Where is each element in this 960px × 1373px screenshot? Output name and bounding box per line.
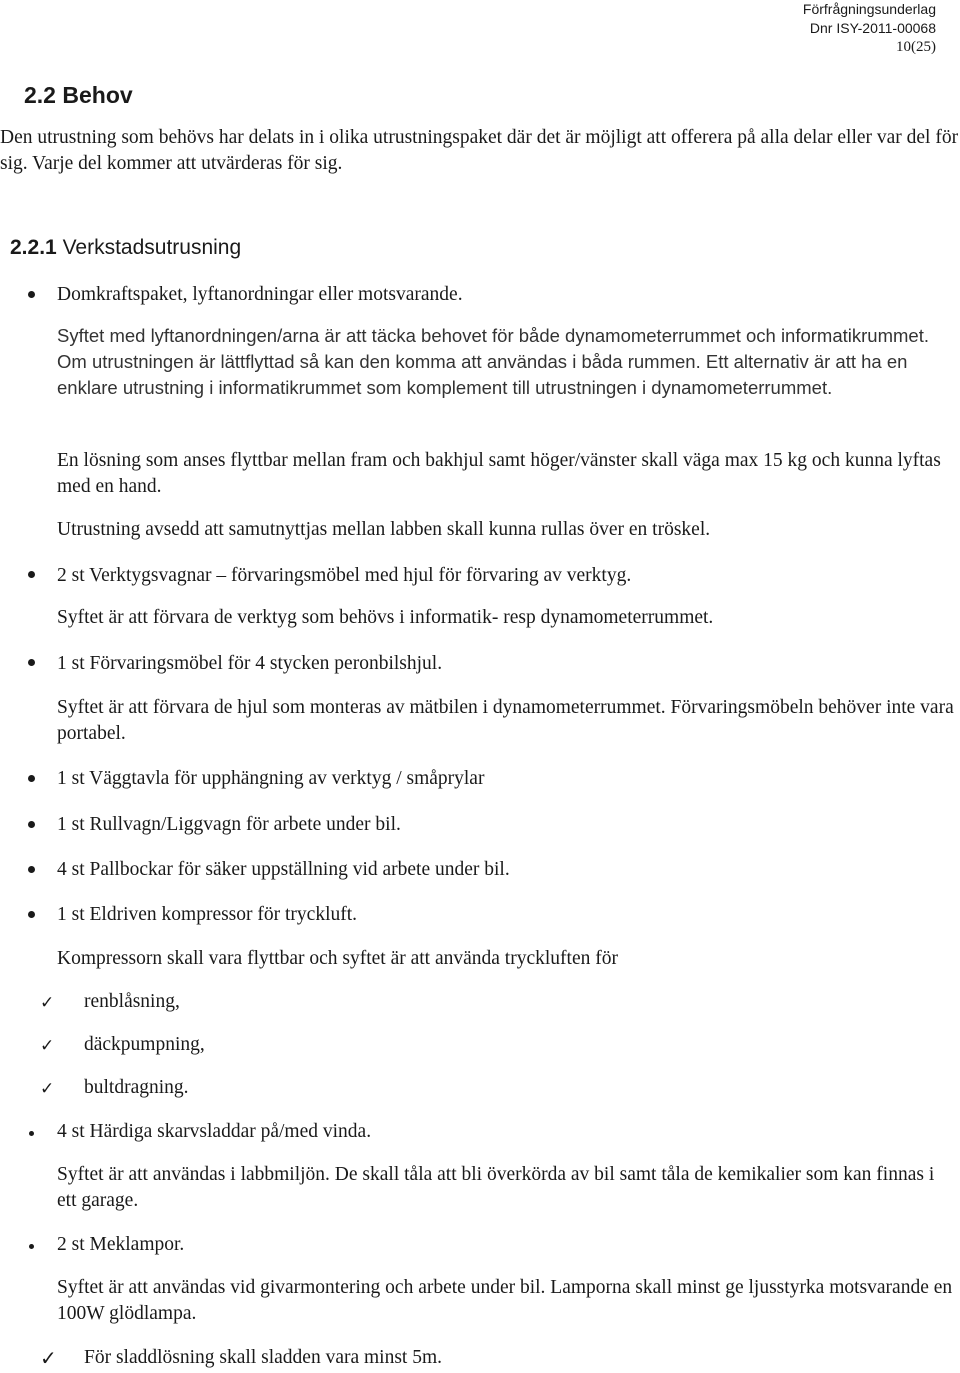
list-item: 1 st Väggtavla för upphängning av verktyg / småprylar	[57, 768, 485, 789]
checkmark-icon: ✓	[40, 1036, 55, 1056]
check-item: bultdragning.	[84, 1077, 189, 1098]
section-heading: 2.2 Behov	[24, 82, 133, 108]
list-item: 2 st Meklampor.	[57, 1234, 185, 1255]
document-header	[803, 0, 936, 57]
bullet-icon	[29, 1131, 34, 1136]
section-intro: Den utrustning som behövs har delats in i olika utrustningspaket där det är möjligt att offerera på alla delar eller var del för sig. Varje del kommer att utvärderas för sig.	[0, 127, 959, 174]
list-item: 1 st Rullvagn/Liggvagn för arbete under bil.	[57, 814, 401, 835]
bullet-icon	[28, 775, 35, 782]
bullet-icon	[28, 291, 35, 298]
check-item: däckpumpning,	[84, 1034, 205, 1055]
bullet-icon	[28, 571, 35, 578]
checkmark-icon: ✓	[40, 1346, 57, 1370]
paragraph: Syftet är att förvara de verktyg som behövs i informatik- resp dynamometerrummet.	[57, 607, 714, 628]
paragraph: Syftet är att användas i labbmiljön. De skall tåla att bli överkörda av bil samt tåla de kemikalier som kan finnas i ett garage.	[57, 1164, 935, 1211]
header-doc-type: Förfrågningsunderlag	[802, 1, 936, 17]
paragraph: Syftet är att förvara de hjul som monteras av mätbilen i dynamometerrummet. Förvaringsmöbeln behöver inte vara portabel.	[57, 697, 954, 744]
subsection-title: Verkstadsutrusning	[62, 236, 242, 259]
check-item: För sladdlösning skall sladden vara minst 5m.	[84, 1347, 443, 1368]
bullet-icon	[29, 1244, 34, 1249]
checkmark-icon: ✓	[40, 1079, 55, 1099]
list-item: 1 st Förvaringsmöbel för 4 stycken peronbilshjul.	[57, 653, 443, 674]
bullet-icon	[28, 911, 35, 918]
paragraph: Kompressorn skall vara flyttbar och syftet är att använda tryckluften för	[57, 948, 618, 969]
list-item: 1 st Eldriven kompressor för tryckluft.	[57, 904, 358, 925]
page-number: 10(25)	[896, 39, 936, 55]
list-item: 4 st Härdiga skarvsladdar på/med vinda.	[57, 1121, 372, 1142]
paragraph: En lösning som anses flyttbar mellan fram och bakhjul samt höger/vänster skall väga max 15 kg och kunna lyftas med en hand.	[57, 450, 941, 497]
bullet-icon	[28, 821, 35, 828]
check-item: renblåsning,	[84, 991, 180, 1012]
list-item: Domkraftspaket, lyftanordningar eller motsvarande.	[57, 284, 463, 305]
header-reference-number: Dnr ISY-2011-00068	[809, 20, 936, 36]
paragraph: Syftet är att användas vid givarmontering och arbete under bil. Lamporna skall minst ge ljusstyrka motsvarande en 100W glödlampa.	[57, 1277, 953, 1324]
bullet-icon	[28, 659, 35, 666]
bullet-icon	[28, 866, 35, 873]
paragraph: Utrustning avsedd att samutnyttjas mellan labben skall kunna rullas över en tröskel.	[57, 519, 711, 540]
list-item: 4 st Pallbockar för säker uppställning vid arbete under bil.	[57, 859, 510, 880]
checkmark-icon: ✓	[40, 993, 55, 1013]
paragraph: Syftet med lyftanordningen/arna är att täcka behovet för både dynamometerrummet och informatikrummet. Om utrustningen är lättflyttad så kan den komma att användas i båda rummen. Ett alternativ är att ha en enklare utrustning i informatikrummet som komplement till utrustningen i dynamometerrummet.	[57, 325, 929, 398]
subsection-heading	[10, 236, 241, 260]
subsection-number: 2.2.1	[10, 236, 57, 259]
list-item: 2 st Verktygsvagnar – förvaringsmöbel med hjul för förvaring av verktyg.	[57, 565, 632, 586]
